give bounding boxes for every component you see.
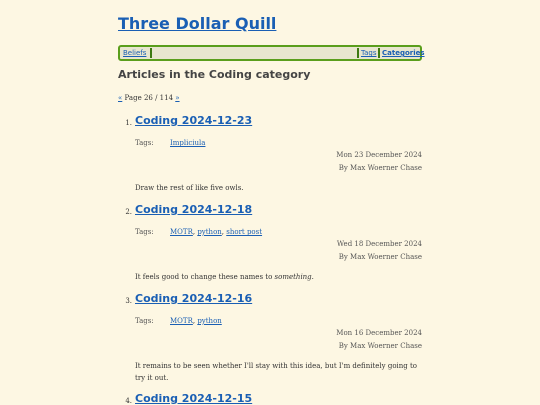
nav-categories-link[interactable]: Categories <box>382 49 425 57</box>
article-number: 2. <box>125 208 132 216</box>
tags-label: Tags: <box>135 228 154 236</box>
tags-label: Tags: <box>135 139 154 147</box>
next-page-link[interactable]: » <box>175 94 180 102</box>
nav-beliefs-link[interactable]: Beliefs <box>123 49 147 57</box>
tags-list <box>170 139 205 147</box>
article-title-link[interactable]: Coding 2024-12-16 <box>135 292 253 305</box>
tag-link[interactable]: Impliciula <box>170 139 206 147</box>
category-heading: Articles in the Coding category <box>118 68 311 81</box>
tags-list: MOTR, python <box>170 317 222 325</box>
nav-tags-link[interactable]: Tags <box>361 49 377 57</box>
article-number: 4. <box>125 397 132 405</box>
article-title-link[interactable]: Coding 2024-12-15 <box>135 392 253 405</box>
pagination <box>118 94 180 102</box>
nav-bar <box>118 45 425 61</box>
article-number: 3. <box>125 297 132 305</box>
tag-link[interactable]: python <box>197 317 222 325</box>
article-summary: It feels good to change these names to something. <box>135 273 314 281</box>
prev-page-link[interactable]: « <box>118 94 123 102</box>
article-title-link[interactable]: Coding 2024-12-23 <box>135 114 253 127</box>
article-date: Mon 16 December 2024 <box>336 329 422 337</box>
site-title-link[interactable]: Three Dollar Quill <box>118 14 277 33</box>
tag-link[interactable]: MOTR <box>170 228 193 236</box>
article-date: Wed 18 December 2024 <box>336 240 422 248</box>
nav-divider <box>357 48 359 58</box>
nav-divider <box>150 48 152 58</box>
tag-link[interactable]: MOTR <box>170 317 193 325</box>
tag-link[interactable]: short post <box>226 228 263 236</box>
article-date: Mon 23 December 2024 <box>336 151 422 159</box>
page-indicator: Page 26 / 114 <box>124 94 174 102</box>
nav-divider <box>378 48 380 58</box>
article-author: By Max Woerner Chase <box>338 164 422 172</box>
tags-list: MOTR, python, short post <box>170 228 263 236</box>
article-summary: Draw the rest of like five owls. <box>135 184 244 192</box>
article-title-link[interactable]: Coding 2024-12-18 <box>135 203 253 216</box>
article-summary: It remains to be seen whether I'll stay with this idea, but I'm definitely going to try it out. <box>135 362 418 382</box>
article-author: By Max Woerner Chase <box>338 253 422 261</box>
tag-link[interactable]: python <box>197 228 222 236</box>
article-author: By Max Woerner Chase <box>338 342 422 350</box>
article-number: 1. <box>125 119 132 127</box>
tags-label: Tags: <box>135 317 154 325</box>
